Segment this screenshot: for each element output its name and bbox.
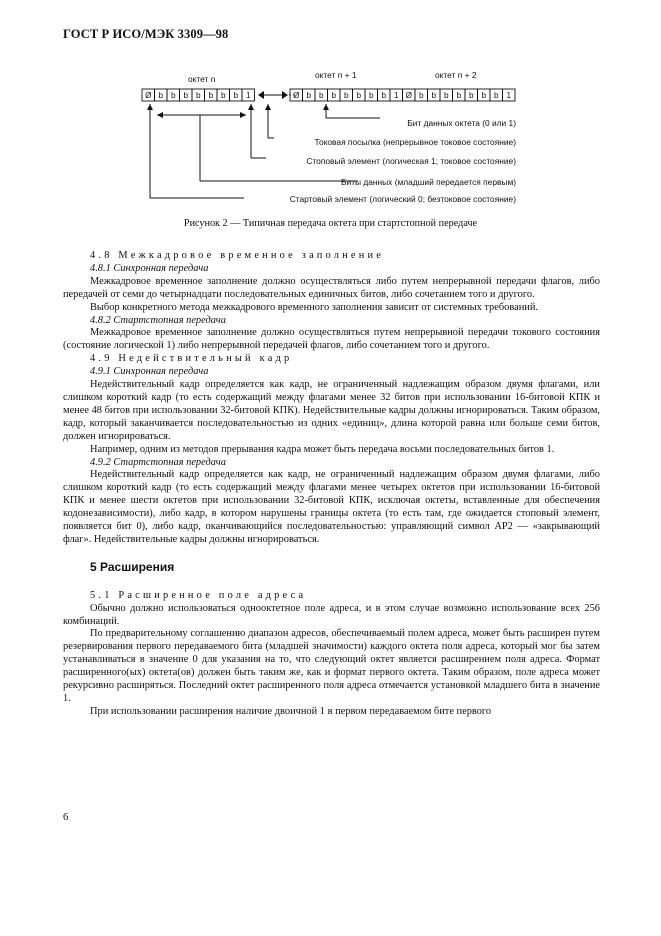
paragraph: Например, одним из методов прерывания кадра может быть передача восьми последовательных битов 1. xyxy=(90,443,555,455)
octet-n2-bit: b xyxy=(443,91,449,100)
annotation-data-bit: Бит данных октета (0 или 1) xyxy=(407,118,516,128)
octet-n1-bit: b xyxy=(318,91,324,100)
octet-n2-bit: b xyxy=(431,91,437,100)
octet-n-bit: Ø xyxy=(145,91,152,100)
section-4-9-1-title: 4.9.1 Синхронная передача xyxy=(90,366,209,378)
section-5-title: 5 Расширения xyxy=(90,559,175,574)
annotation-mark: Токовая посылка (непрерывное токовое состояние) xyxy=(314,137,516,147)
paragraph: Выбор конкретного метода межкадрового временного заполнения зависит от системных требований. xyxy=(90,301,538,313)
octet-n2-bit: b xyxy=(481,91,487,100)
octet-n1-bit: 1 xyxy=(393,91,399,100)
octet-n-cells xyxy=(142,89,255,101)
page-number: 6 xyxy=(63,812,69,823)
octet-n1-bit: b xyxy=(356,91,362,100)
annotation-arrowheads xyxy=(147,104,329,118)
octet-n2-bit: b xyxy=(493,91,499,100)
main-text xyxy=(63,250,600,719)
paragraph: Межкадровое временное заполнение должно осуществляться либо путем непрерывной передачи флагов, либо передачей от семи до четырнадцати последовательных единичных битов, либо сочетанием того и другого. xyxy=(63,275,600,300)
octet-n1-cells xyxy=(290,89,403,101)
figure-octet-transmission xyxy=(140,68,520,208)
octet-n2-bit: b xyxy=(418,91,424,100)
octet-label-n2: октет n + 2 xyxy=(435,70,477,80)
octet-n1-bit: b xyxy=(368,91,374,100)
section-4-8-1-title: 4.8.1 Синхронная передача xyxy=(90,262,209,274)
annotation-stop: Стоповый элемент (логическая 1; токовое состояние) xyxy=(306,156,516,166)
octet-n-bit: b xyxy=(208,91,214,100)
octet-n1-bit: Ø xyxy=(293,91,300,100)
octet-n-bit: b xyxy=(233,91,239,100)
arrowhead-icon xyxy=(240,112,246,118)
octet-label-n: октет n xyxy=(188,74,216,84)
section-4-9-title: 4.9 Недействительный кадр xyxy=(90,353,293,365)
octet-diagram xyxy=(140,68,520,208)
paragraph: По предварительному соглашению диапазон адресов, обеспечиваемый полем адреса, может быть расширен путем резервирования первого передаваемого бита (младшей значимости) каждого октета поля адреса, который мог бы затем устанавливаться в значение 0 для указания на то, что следующий октет является расширением поля адреса. Формат расширенного(ых) октета(ов) должен быть таким же, как и формат первого октета. Таким образом, поле адреса может рекурсивно расширяться. Последний октет расширенного поля адреса отмечается установкой младшего бита в значение 1. xyxy=(63,628,600,704)
octet-n-bit: b xyxy=(220,91,226,100)
annotation-data-bits: Биты данных (младший передается первым) xyxy=(341,177,516,187)
octet-n-bit: b xyxy=(183,91,189,100)
paragraph: Недействительный кадр определяется как кадр, не ограниченный надлежащим образом двумя флагами, или слишком короткий кадр (то есть содержащий между флагами менее 32 битов при использовании 16-битовой КПК и менее 48 битов при использовании 32-битовой КПК). Недействительные кадры должны игнорироваться. Таким образом, кадр, который заканчивается последовательностью из одних «единиц», длина которой равна или больше семи битов, должен игнорироваться. xyxy=(63,379,600,442)
octet-n-bit: b xyxy=(195,91,201,100)
octet-n1-bit: b xyxy=(306,91,312,100)
octet-n1-bit: b xyxy=(381,91,387,100)
octet-label-n1: октет n + 1 xyxy=(315,70,357,80)
arrow-right-icon xyxy=(282,91,288,99)
octet-n2-bit: b xyxy=(456,91,462,100)
octet-n1-bit: b xyxy=(343,91,349,100)
paragraph: Недействительный кадр определяется как кадр, не ограниченный надлежащим образом двумя флагами, либо слишком короткий кадр (то есть содержащий между флагами менее четырех октетов при использовании 16-битовой КПК и менее шести октетов при использовании 32-битовой КПК, исключая октеты, вставленные для обеспечения кодонезависимости), либо кадр, в котором нарушены границы октета (то есть там, где ожидается стоповый элемент, появляется бит 0), либо кадр, оканчивающийся последовательностью: управляющий символ АР2 — «закрывающий флаг». Недействительные кадры должны игнорироваться. xyxy=(63,469,600,545)
arrowhead-icon xyxy=(157,112,163,118)
octet-n2-cells xyxy=(403,89,516,101)
section-4-8-2-title: 4.8.2 Стартстопная передача xyxy=(90,314,226,326)
paragraph: Межкадровое временное заполнение должно осуществляться путем непрерывной передачи токового состояния (состояние логической 1) либо непрерывной передачей флагов, либо сочетанием того и другого. xyxy=(63,327,600,352)
octet-n2-bit: b xyxy=(468,91,474,100)
octet-n-bit: b xyxy=(170,91,176,100)
octet-n-bit: b xyxy=(158,91,164,100)
arrowhead-icon xyxy=(265,104,271,110)
paragraph: При использовании расширения наличие двоичной 1 в первом передаваемом бите первого xyxy=(90,705,492,717)
document-header: ГОСТ Р ИСО/МЭК 3309—98 xyxy=(63,27,229,41)
paragraph: Обычно должно использоваться одноoктетное поле адреса, и в этом случае возможно использование всех 256 комбинаций. xyxy=(63,602,600,627)
octet-n2-bit: 1 xyxy=(506,91,512,100)
arrowhead-icon xyxy=(147,104,153,110)
section-4-9-2-title: 4.9.2 Стартстопная передача xyxy=(90,456,226,468)
figure-caption: Рисунок 2 — Типичная передача октета при стартстопной передаче xyxy=(183,218,478,229)
annotation-start: Стартовый элемент (логический 0; безтоковое состояние) xyxy=(289,194,516,204)
octet-n-bit: 1 xyxy=(245,91,251,100)
arrowhead-icon xyxy=(323,104,329,110)
arrowhead-icon xyxy=(248,104,254,110)
octet-n1-bit: b xyxy=(331,91,337,100)
section-4-8-title: 4.8 Межкадровое временное заполнение xyxy=(90,250,385,261)
section-5-1-title: 5.1 Расширенное поле адреса xyxy=(90,589,307,601)
arrow-left-icon xyxy=(258,91,264,99)
octet-n2-bit: Ø xyxy=(405,91,412,100)
